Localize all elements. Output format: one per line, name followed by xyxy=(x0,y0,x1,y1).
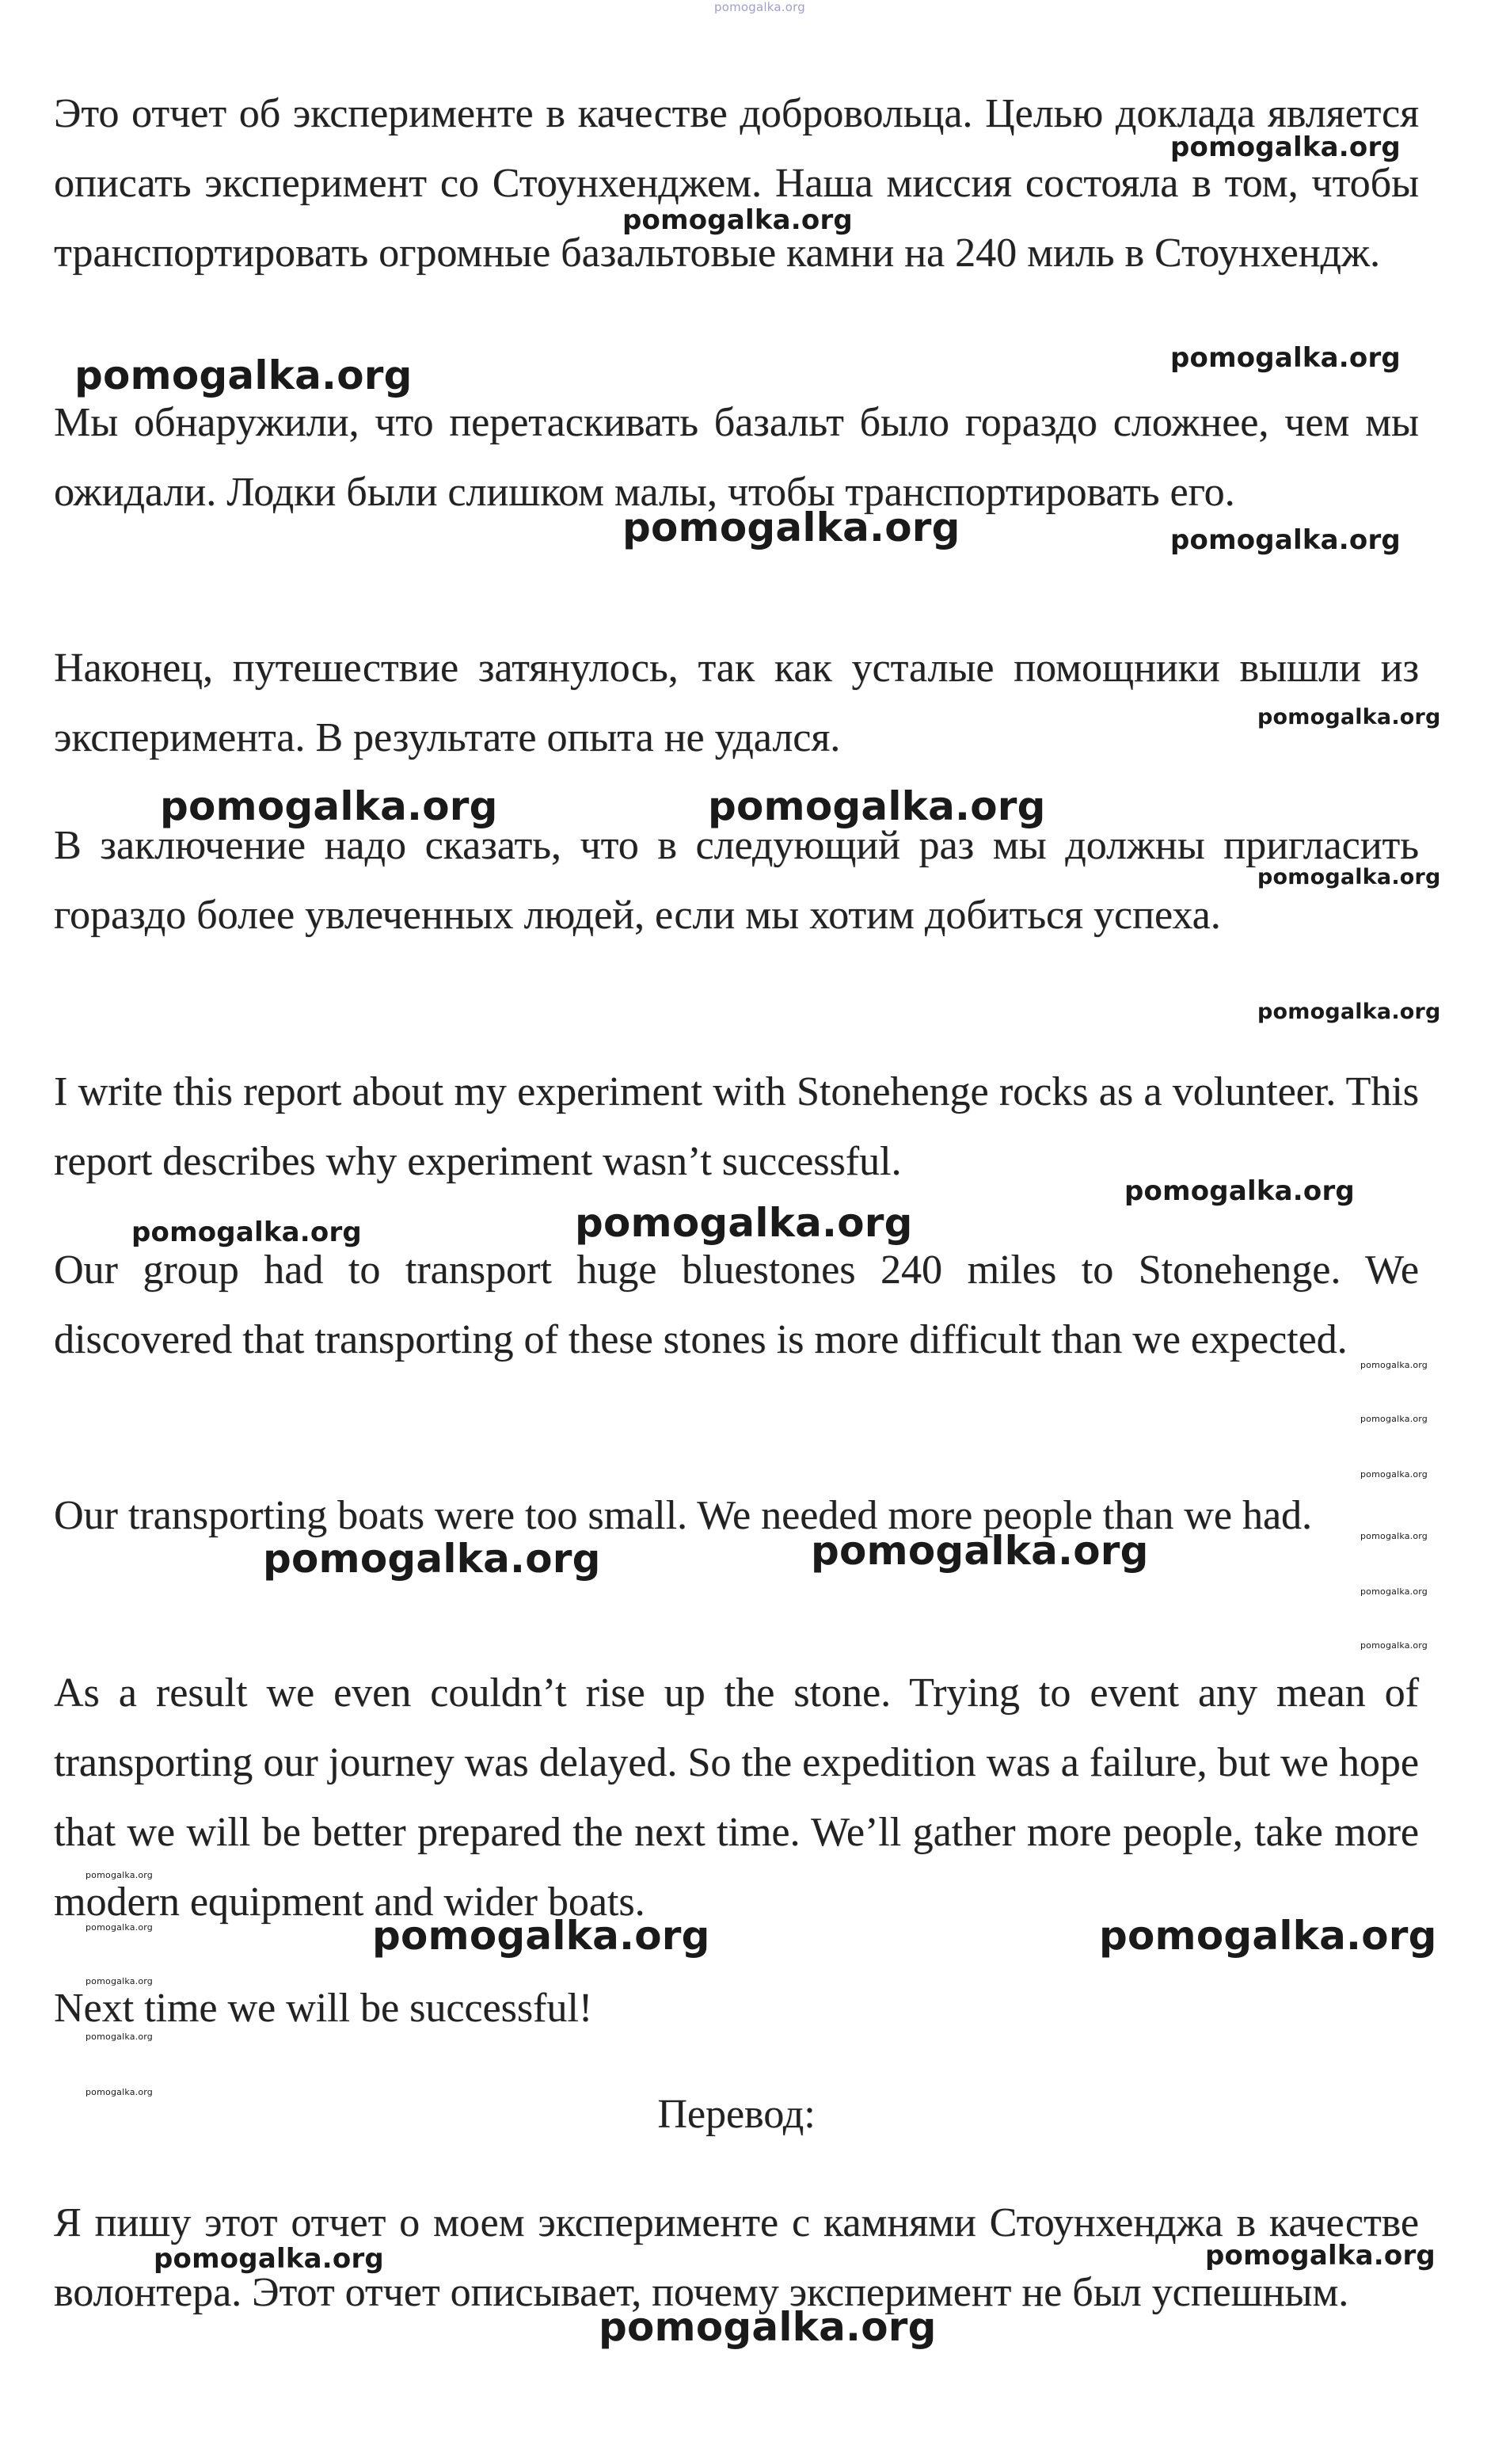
watermark: pomogalka.org xyxy=(1124,1175,1355,1207)
watermark: pomogalka.org xyxy=(154,2243,384,2275)
watermark: pomogalka.org xyxy=(86,2032,153,2042)
watermark: pomogalka.org xyxy=(74,352,413,398)
watermark: pomogalka.org xyxy=(1257,705,1441,729)
watermark: pomogalka.org xyxy=(1170,342,1401,374)
paragraph-ru-conclusion: В заключение надо сказать, что в следующий раз мы должны пригласить гораздо более увлеченных людей, если мы хотим добиться успеха. xyxy=(54,823,1419,938)
paragraph-en-result: As a result we even couldn’t rise up the stone. Trying to event any mean of transporting our journey was delayed. So the expedition was a failure, but we hope that we will be better prepared the next time. We’ll gather more people, take more modern equipment and wider boats. xyxy=(54,1670,1419,1925)
watermark: pomogalka.org xyxy=(1257,865,1441,889)
paragraph-translation: Я пишу этот отчет о моем эксперименте с камнями Стоунхенджа в качестве волонтера. Этот отчет описывает, почему эксперимент не был успешным. xyxy=(54,2200,1419,2315)
watermark: pomogalka.org xyxy=(160,783,498,829)
watermark: pomogalka.org xyxy=(1360,1469,1428,1480)
watermark: pomogalka.org xyxy=(131,1217,362,1248)
watermark: pomogalka.org xyxy=(86,1922,153,1933)
watermark: pomogalka.org xyxy=(1360,1360,1428,1370)
watermark: pomogalka.org xyxy=(86,1976,153,1986)
watermark: pomogalka.org xyxy=(1170,524,1401,556)
paragraph-ru-intro: Это отчет об эксперименте в качестве добровольца. Целью доклада является описать эксперимент со Стоунхенджем. Наша миссия состояла в том, чтобы транспортировать огромные базальтовые камни на 240 миль в Стоунхендж. xyxy=(54,91,1419,276)
watermark: pomogalka.org xyxy=(86,2087,153,2097)
watermark: pomogalka.org xyxy=(622,505,960,550)
watermark: pomogalka.org xyxy=(708,783,1046,829)
watermark: pomogalka.org xyxy=(1257,1000,1441,1024)
paragraph-en-closing: Next time we will be successful! xyxy=(54,1986,593,2031)
watermark: pomogalka.org xyxy=(86,1870,153,1880)
watermark: pomogalka.org xyxy=(1360,1531,1428,1541)
watermark: pomogalka.org xyxy=(1170,131,1401,163)
translation-heading: Перевод: xyxy=(657,2092,816,2137)
watermark: pomogalka.org xyxy=(263,1536,601,1582)
watermark: pomogalka.org xyxy=(1360,1414,1428,1424)
watermark: pomogalka.org xyxy=(811,1528,1149,1574)
paragraph-ru-difficulty: Мы обнаружили, что перетаскивать базальт было гораздо сложнее, чем мы ожидали. Лодки были слишком малы, чтобы транспортировать его. xyxy=(54,400,1419,515)
watermark: pomogalka.org xyxy=(1205,2240,1436,2272)
paragraph-en-boats: Our transporting boats were too small. We needed more people than we had. xyxy=(54,1493,1313,1538)
watermark: pomogalka.org xyxy=(599,2304,937,2350)
paragraph-ru-delay: Наконец, путешествие затянулось, так как усталые помощники вышли из эксперимента. В результате опыта не удался. xyxy=(54,646,1419,760)
paragraph-en-intro: I write this report about my experiment with Stonehenge rocks as a volunteer. This report describes why experiment wasn’t successful. xyxy=(54,1069,1419,1184)
watermark-top: pomogalka.org xyxy=(714,0,805,14)
watermark: pomogalka.org xyxy=(372,1913,710,1959)
watermark: pomogalka.org xyxy=(1360,1586,1428,1597)
watermark: pomogalka.org xyxy=(575,1200,913,1246)
watermark: pomogalka.org xyxy=(1360,1640,1428,1651)
watermark: pomogalka.org xyxy=(622,204,853,236)
watermark: pomogalka.org xyxy=(1099,1913,1437,1959)
paragraph-en-group: Our group had to transport huge bluestones 240 miles to Stonehenge. We discovered that transporting of these stones is more difficult than we expected. xyxy=(54,1247,1419,1362)
